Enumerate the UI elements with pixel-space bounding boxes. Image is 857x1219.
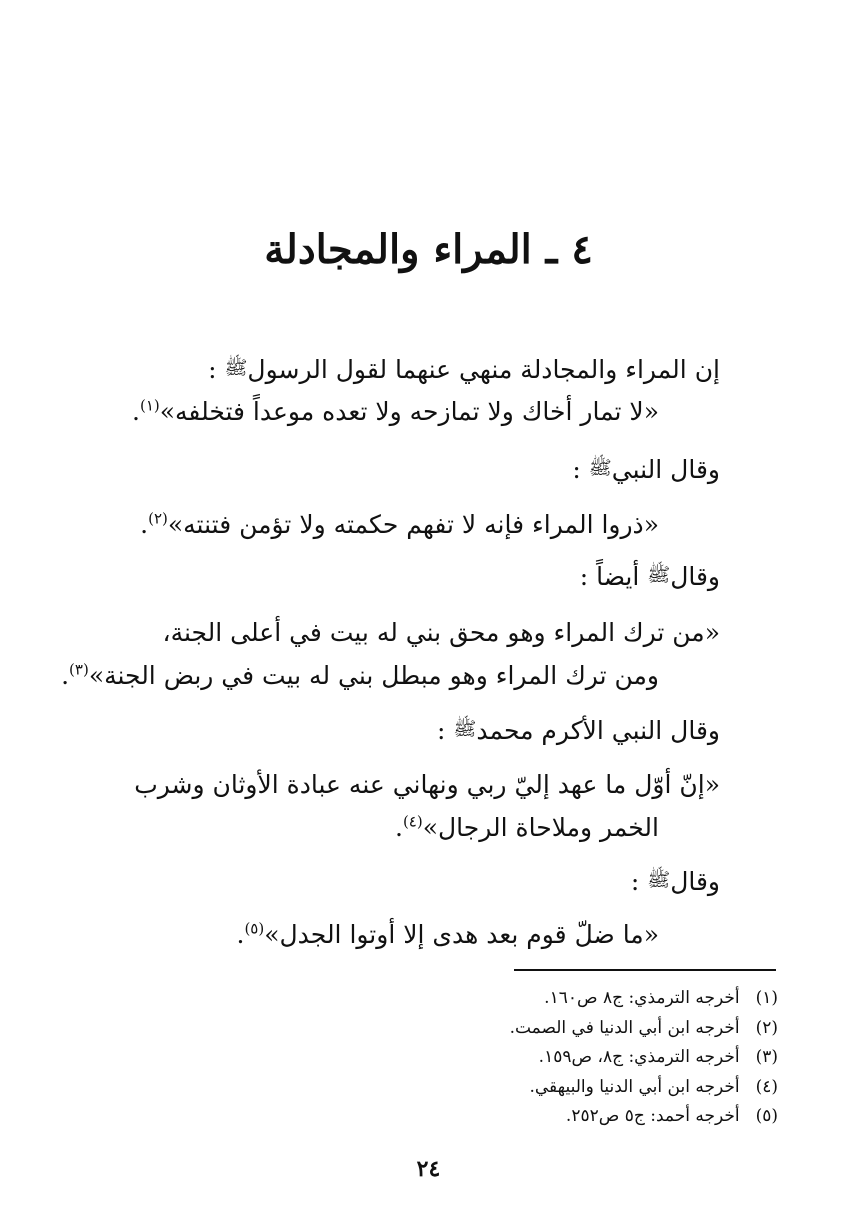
said-line-3 xyxy=(580,563,720,591)
footnote-number: (٣) xyxy=(755,1047,778,1067)
quote-5-end: . xyxy=(236,920,245,949)
footnote-item xyxy=(510,1043,778,1073)
salutation-seal-icon: ﷺ xyxy=(453,718,477,740)
quote-4-line-1 xyxy=(134,771,720,799)
intro-line xyxy=(208,356,720,384)
footnote-text: أخرجه ابن أبي الدنيا والبيهقي. xyxy=(529,1076,740,1097)
footnote-text: أخرجه الترمذي: ج٨، ص١٥٩. xyxy=(538,1047,740,1067)
quote-2-text: «ذروا المراء فإنه لا تفهم حكمته ولا تؤمن فتنته» xyxy=(167,510,659,539)
said-2-colon: : xyxy=(572,455,581,484)
quote-4-line-2-text: الخمر وملاحاة الرجال» xyxy=(422,813,659,842)
quote-1 xyxy=(132,398,659,426)
footnote-text: أخرجه ابن أبي الدنيا في الصمت. xyxy=(509,1017,740,1038)
said-5-text: وقال xyxy=(670,867,720,896)
footnote-number: (٢) xyxy=(755,1017,778,1038)
quote-1-text: «لا تمار أخاك ولا تمازحه ولا تعده موعداً فتخلفه» xyxy=(159,397,659,426)
quote-5 xyxy=(236,921,659,949)
said-5-colon: : xyxy=(630,867,640,896)
said-3-tail: أيضاً : xyxy=(579,562,640,591)
footnote-item xyxy=(510,1073,778,1103)
salutation-seal-icon: ﷺ xyxy=(647,869,671,891)
said-line-4 xyxy=(437,717,720,745)
quote-2 xyxy=(140,511,659,539)
quote-4-end: . xyxy=(394,813,403,842)
footnote-text: أخرجه أحمد: ج٥ ص٢٥٢. xyxy=(565,1106,740,1126)
quote-4-line-1-text: «إنّ أوّل ما عهد إليّ ربي ونهاني عنه عبادة الأوثان وشرب xyxy=(134,770,720,799)
footnote-item xyxy=(510,1102,778,1132)
said-line-2 xyxy=(572,456,720,484)
footnote-ref-5: (٥) xyxy=(244,919,265,938)
footnote-number: (٤) xyxy=(755,1076,778,1097)
salutation-seal-icon: ﷺ xyxy=(647,564,671,586)
quote-3-end: . xyxy=(61,661,70,690)
chapter-title: ٤ ـ المراء والمجادلة xyxy=(264,226,593,273)
said-4-text: وقال النبي الأكرم محمد xyxy=(476,716,720,745)
quote-2-end: . xyxy=(140,510,149,539)
salutation-seal-icon: ﷺ xyxy=(224,357,248,379)
quote-1-end: . xyxy=(132,397,140,426)
quote-3-line-1 xyxy=(163,619,721,647)
salutation-seal-icon: ﷺ xyxy=(588,457,612,479)
footnote-number: (٥) xyxy=(755,1106,778,1126)
said-2-text: وقال النبي xyxy=(611,455,720,484)
said-4-colon: : xyxy=(437,716,446,745)
footnote-text: أخرجه الترمذي: ج٨ ص١٦٠. xyxy=(544,988,740,1008)
said-3-text: وقال xyxy=(670,562,720,591)
quote-3-line-2-text: ومن ترك المراء وهو مبطل بني له بيت في ربض الجنة» xyxy=(88,661,659,690)
quote-4-line-2 xyxy=(395,814,659,842)
footnote-number: (١) xyxy=(755,988,778,1008)
footnote-ref-3: (٣) xyxy=(69,660,89,679)
footnote-ref-2: (٢) xyxy=(148,509,168,528)
footnote-item xyxy=(510,1014,778,1044)
footnote-ref-1: (١) xyxy=(139,396,160,415)
quote-3-line-2 xyxy=(61,662,659,690)
intro-colon: : xyxy=(208,355,217,384)
footnote-item xyxy=(510,984,778,1014)
footnote-separator xyxy=(514,969,776,971)
footnotes-list xyxy=(510,984,778,1132)
page-number: ٢٤ xyxy=(416,1156,441,1182)
quote-5-text: «ما ضلّ قوم بعد هدى إلا أوتوا الجدل» xyxy=(264,920,659,949)
footnote-ref-4: (٤) xyxy=(402,812,423,831)
intro-text: إن المراء والمجادلة منهي عنهما لقول الرسول xyxy=(247,355,720,384)
quote-3-line-1-text: «من ترك المراء وهو محق بني له بيت في أعلى الجنة، xyxy=(162,618,720,647)
said-line-5 xyxy=(631,868,720,896)
